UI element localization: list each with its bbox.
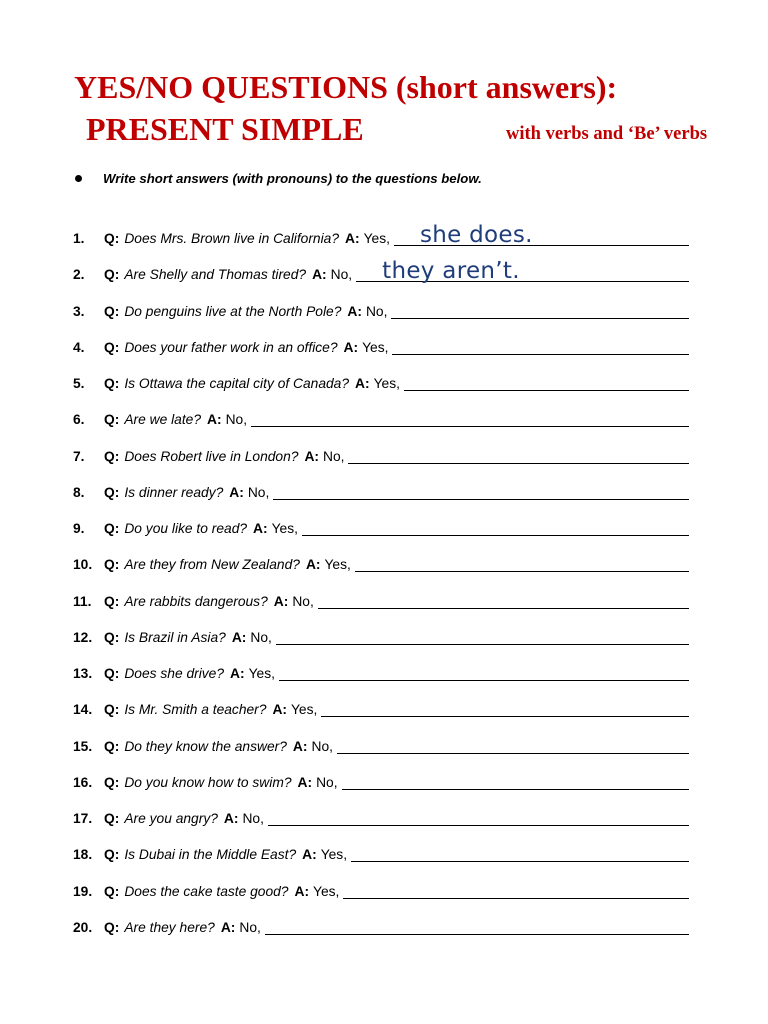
answer-label: A: [355, 376, 370, 391]
question-label: Q: [104, 448, 120, 464]
answer-blank[interactable] [394, 222, 689, 248]
answer-blank[interactable] [279, 663, 689, 681]
instruction-text: Write short answers (with pronouns) to the questions below. [103, 171, 482, 186]
answer-start: Yes, [271, 521, 298, 536]
answer-label: A: [343, 339, 359, 355]
answer-label: A: [207, 412, 222, 428]
question-row [73, 301, 713, 337]
question-label: Q: [104, 267, 120, 283]
answer-label: A: [304, 448, 319, 464]
question-label: Q: [104, 484, 120, 500]
question-row [73, 736, 713, 772]
answer-blank[interactable] [343, 881, 689, 899]
question-number: 2. [73, 267, 85, 283]
answer-start: Yes, [373, 376, 400, 391]
handwritten-answer: they aren’t. [382, 258, 520, 285]
answer-blank[interactable] [276, 627, 689, 645]
answer-start: No, [365, 303, 388, 319]
answer-blank[interactable] [337, 736, 689, 754]
question-number: 7. [73, 448, 85, 464]
answer-start: No, [225, 412, 248, 428]
question-row [73, 554, 713, 590]
question-row [73, 808, 713, 844]
answer-start: Yes, [320, 847, 348, 863]
answer-start: Yes, [248, 666, 275, 681]
question-number: 19. [73, 883, 93, 899]
question-row [73, 409, 713, 445]
question-text: Are you angry? [124, 811, 218, 826]
question-label: Q: [104, 883, 120, 899]
question-row [73, 663, 713, 699]
answer-start: No, [330, 267, 353, 283]
question-label: Q: [104, 629, 120, 645]
answer-label: A: [223, 811, 239, 826]
question-number: 11. [73, 593, 92, 609]
question-label: Q: [104, 774, 120, 790]
question-row [73, 446, 713, 482]
answer-label: A: [297, 774, 313, 790]
worksheet-title: YES/NO QUESTIONS (short answers): [74, 69, 618, 105]
question-row [73, 373, 713, 409]
answer-label: A: [253, 521, 268, 536]
answer-start: No, [250, 629, 272, 645]
question-text: Do they know the answer? [124, 738, 287, 754]
answer-blank[interactable] [391, 301, 689, 319]
question-number: 16. [73, 774, 93, 790]
answer-start: Yes, [313, 883, 340, 899]
question-text: Does Mrs. Brown live in California? [124, 231, 340, 246]
question-row [73, 917, 713, 953]
question-label: Q: [104, 811, 120, 826]
question-text: Are rabbits dangerous? [124, 593, 268, 609]
question-label: Q: [104, 702, 120, 718]
answer-label: A: [272, 702, 287, 718]
question-text: Are Shelly and Thomas tired? [124, 267, 307, 283]
question-number: 13. [73, 666, 93, 681]
question-row [73, 844, 713, 880]
answer-label: A: [231, 629, 247, 645]
answer-blank[interactable] [392, 337, 689, 355]
answer-start: Yes, [362, 339, 389, 355]
question-number: 3. [73, 303, 85, 319]
answer-start: No, [239, 919, 261, 935]
answer-start: No, [311, 738, 333, 754]
question-number: 20. [73, 919, 93, 935]
question-number: 1. [73, 231, 85, 246]
instruction [75, 171, 482, 186]
question-row [73, 337, 713, 373]
answer-blank[interactable] [318, 591, 689, 609]
answer-label: A: [305, 557, 321, 573]
question-text: Do penguins live at the North Pole? [124, 303, 342, 319]
question-row [73, 482, 713, 518]
answer-blank[interactable] [351, 844, 689, 862]
question-label: Q: [104, 376, 120, 391]
question-text: Do you like to read? [124, 521, 248, 536]
question-text: Is Ottawa the capital city of Canada? [124, 376, 350, 391]
question-number: 4. [73, 339, 85, 355]
question-number: 15. [73, 738, 93, 754]
answer-blank[interactable] [268, 808, 689, 826]
question-label: Q: [104, 593, 120, 609]
answer-blank[interactable] [251, 409, 689, 427]
bullet-icon [75, 175, 82, 182]
answer-start: No, [247, 484, 270, 500]
answer-blank[interactable] [342, 772, 689, 790]
answer-label: A: [292, 738, 308, 754]
question-label: Q: [104, 738, 120, 754]
question-label: Q: [104, 303, 120, 319]
question-number: 6. [73, 412, 85, 428]
answer-label: A: [302, 847, 317, 863]
question-number: 14. [73, 702, 93, 718]
answer-blank[interactable] [356, 258, 689, 285]
question-list [73, 222, 713, 953]
question-number: 18. [73, 847, 93, 863]
answer-blank[interactable] [321, 699, 689, 717]
question-text: Does the cake taste good? [124, 883, 289, 899]
question-number: 10. [73, 557, 93, 573]
answer-label: A: [230, 666, 245, 681]
question-text: Is Dubai in the Middle East? [124, 847, 297, 863]
question-text: Is dinner ready? [124, 484, 224, 500]
question-number: 9. [73, 521, 85, 536]
answer-start: No, [323, 448, 345, 464]
question-text: Does Robert live in London? [124, 448, 299, 464]
question-label: Q: [104, 557, 120, 573]
worksheet-subtitle: with verbs and ‘Be’ verbs [506, 124, 708, 144]
answer-label: A: [345, 231, 360, 246]
question-text: Does she drive? [124, 666, 225, 681]
answer-blank[interactable] [273, 482, 689, 500]
answer-blank[interactable] [404, 373, 689, 391]
question-label: Q: [104, 847, 120, 863]
answer-label: A: [229, 484, 244, 500]
question-row [73, 258, 713, 300]
answer-start: Yes, [324, 557, 351, 573]
question-row [73, 627, 713, 663]
answer-label: A: [347, 303, 362, 319]
answer-blank[interactable] [302, 518, 689, 536]
question-label: Q: [104, 919, 120, 935]
question-number: 17. [73, 811, 93, 826]
question-text: Does your father work in an office? [124, 339, 338, 355]
question-label: Q: [104, 231, 120, 246]
answer-start: Yes, [291, 702, 318, 718]
question-row [73, 881, 713, 917]
answer-start: No, [316, 774, 338, 790]
answer-label: A: [273, 593, 289, 609]
answer-label: A: [312, 267, 327, 283]
question-label: Q: [104, 521, 120, 536]
question-text: Is Brazil in Asia? [124, 629, 226, 645]
question-text: Are they from New Zealand? [124, 557, 300, 573]
question-text: Are we late? [124, 412, 202, 428]
question-text: Are they here? [124, 919, 215, 935]
answer-start: Yes, [363, 231, 390, 246]
answer-blank[interactable] [355, 554, 689, 572]
answer-start: No, [292, 593, 314, 609]
question-row [73, 699, 713, 735]
question-text: Is Mr. Smith a teacher? [124, 702, 267, 718]
worksheet-title-line2: PRESENT SIMPLE [86, 111, 364, 147]
question-number: 8. [73, 484, 85, 500]
question-row [73, 518, 713, 554]
answer-start: No, [242, 811, 264, 826]
answer-blank[interactable] [348, 446, 689, 464]
question-label: Q: [104, 666, 120, 681]
question-row [73, 591, 713, 627]
question-text: Do you know how to swim? [124, 774, 292, 790]
question-label: Q: [104, 339, 120, 355]
answer-blank[interactable] [265, 917, 689, 935]
question-label: Q: [104, 412, 120, 428]
question-row [73, 772, 713, 808]
handwritten-answer: she does. [419, 222, 533, 248]
question-number: 12. [73, 629, 93, 645]
answer-label: A: [294, 883, 310, 899]
question-number: 5. [73, 376, 85, 391]
answer-label: A: [220, 919, 236, 935]
